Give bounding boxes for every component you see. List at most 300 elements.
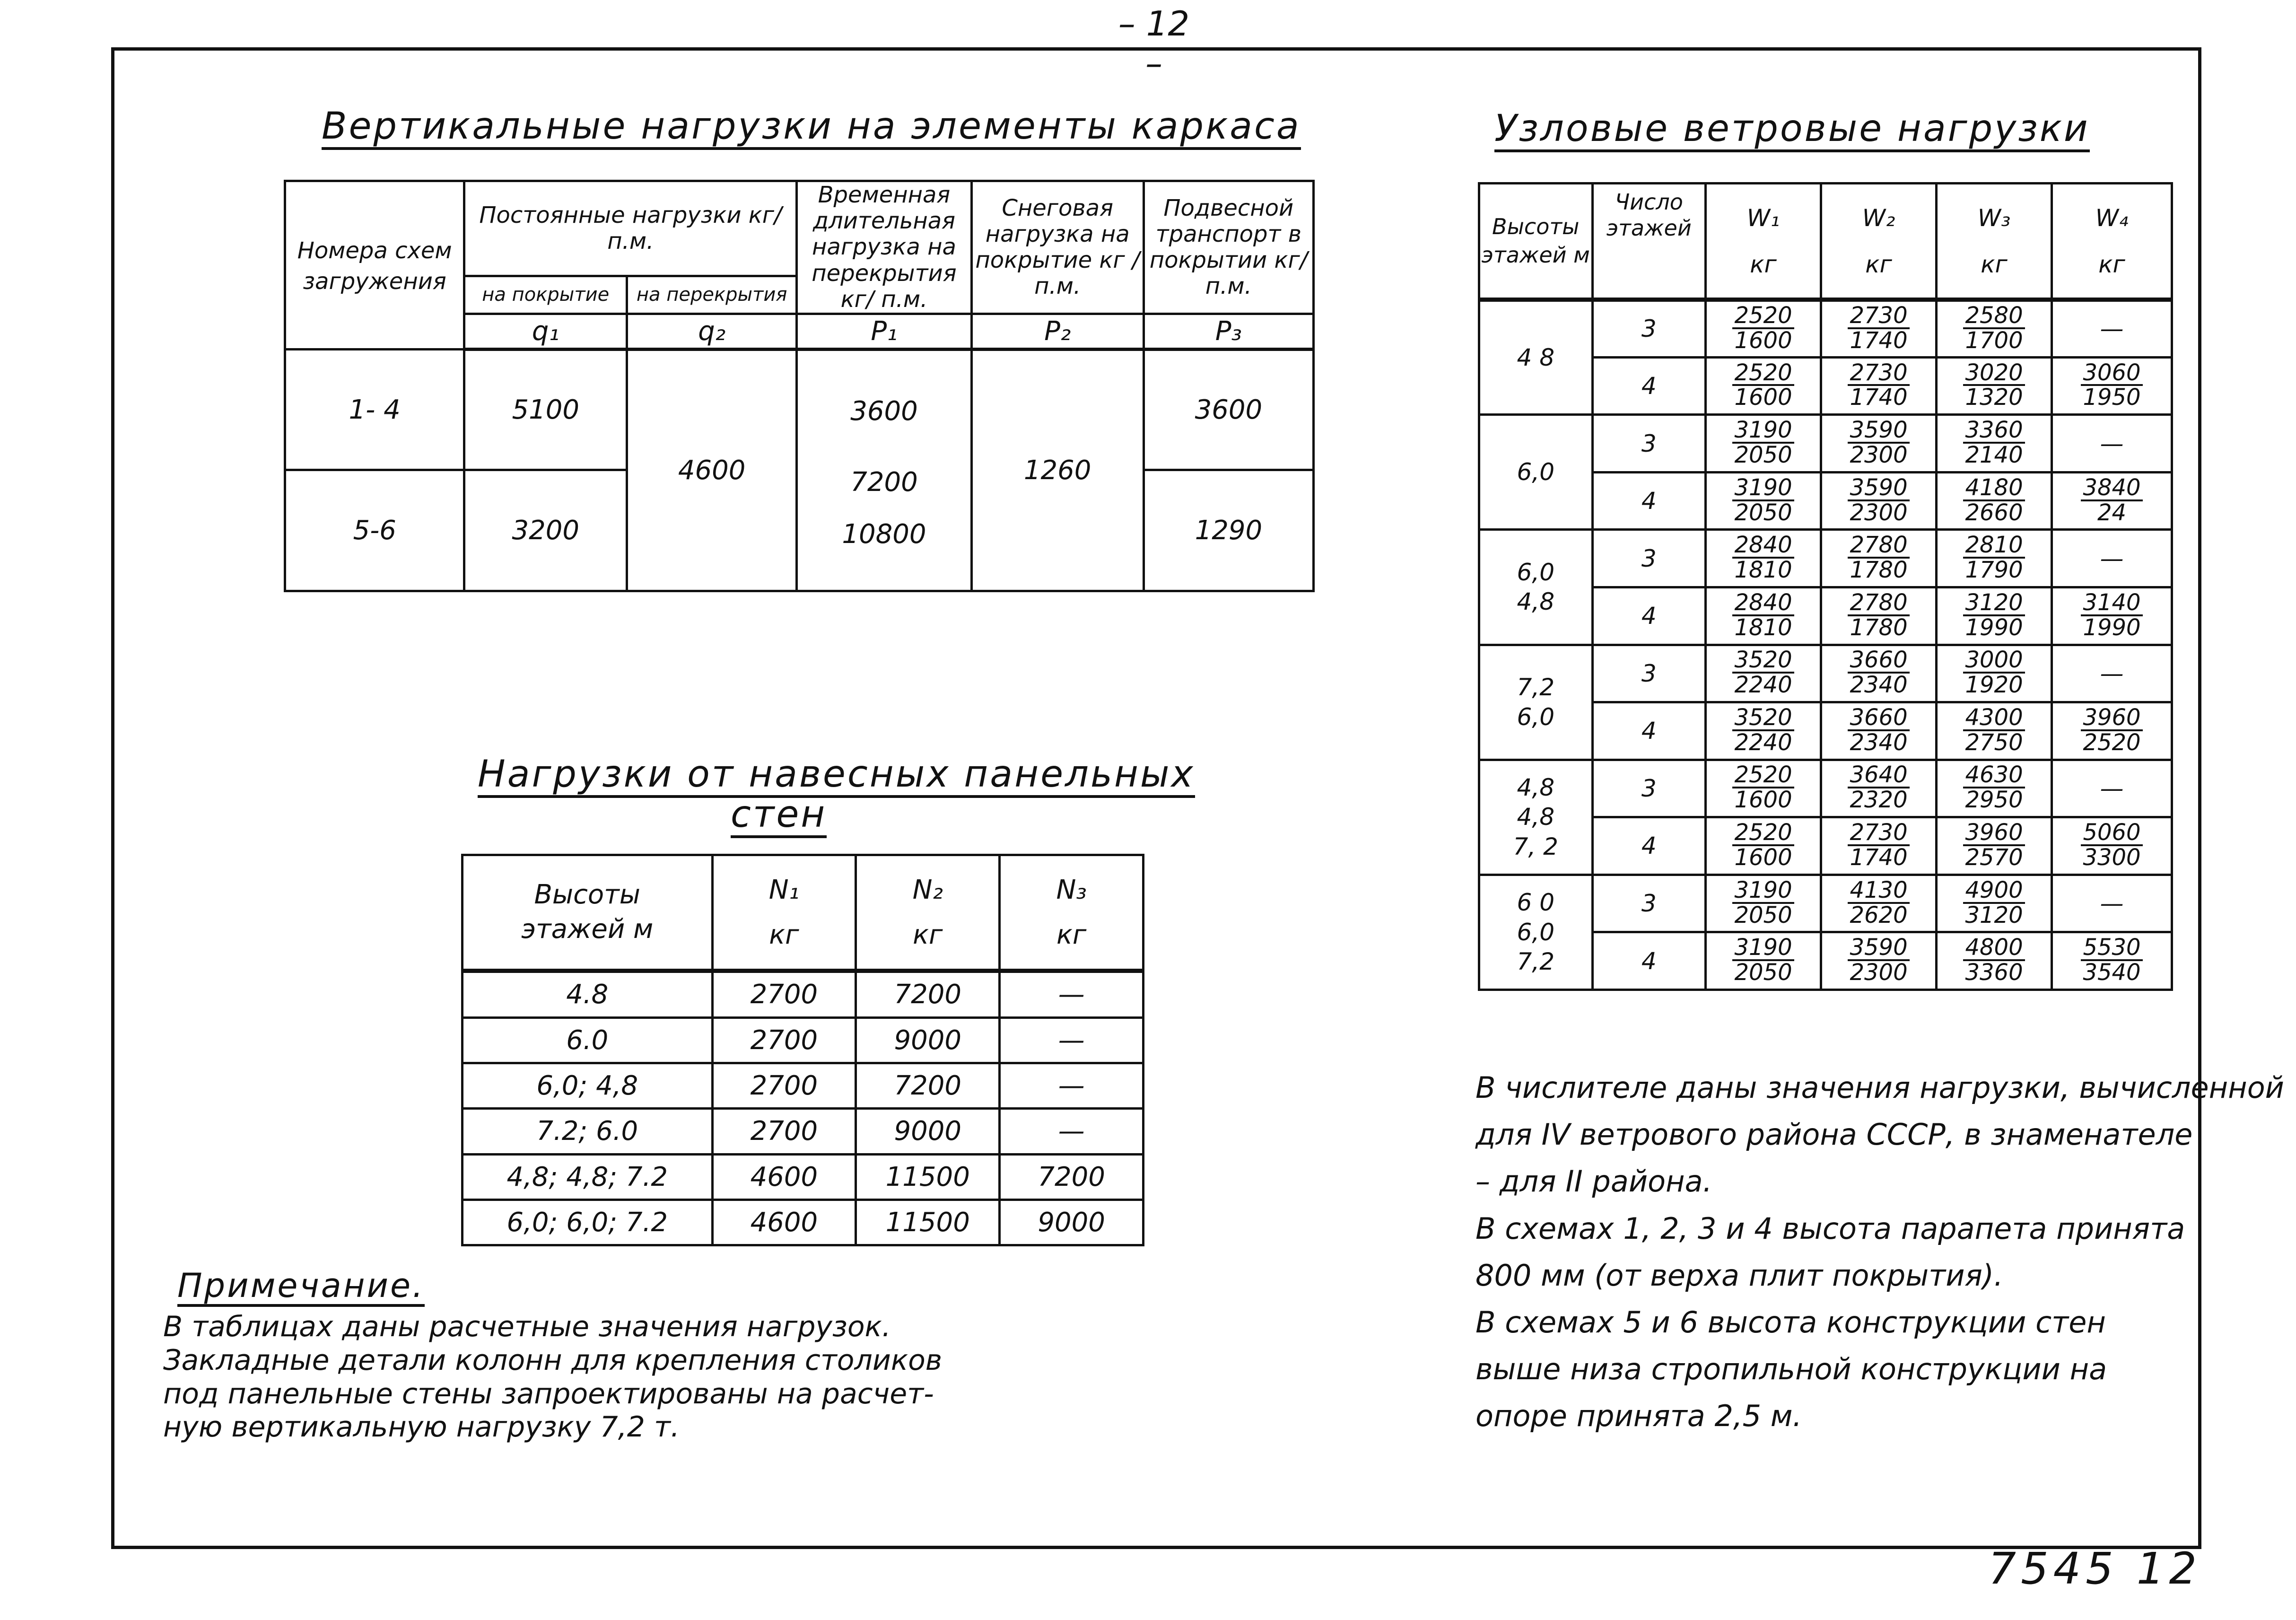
wind-height-value: 4,8	[1517, 803, 1555, 831]
header-scheme: Номера схем загружения	[285, 181, 464, 350]
fraction-value	[2081, 591, 2142, 639]
numerator: 3060	[2081, 361, 2142, 386]
wind-note-line: выше низа стропильной конструкции на	[1475, 1352, 2107, 1387]
wind-height-cell	[1479, 645, 1593, 760]
wind-height-value: 6,0	[1517, 558, 1555, 586]
wind-load-cell	[1821, 415, 1937, 473]
table-cell: 9000	[856, 1017, 1000, 1063]
floors-cell: 4	[1592, 817, 1706, 875]
denominator: 3360	[1965, 959, 2023, 986]
wind-load-cell	[1821, 300, 1937, 358]
denominator: 3540	[2083, 959, 2141, 986]
table-row	[463, 1109, 1144, 1154]
wind-note-line: опоре принята 2,5 м.	[1475, 1399, 1802, 1434]
header-n2: N₂ кг	[856, 855, 1000, 971]
fraction-value	[1963, 821, 2025, 869]
fraction-value	[1963, 706, 2025, 754]
header-heights: Высоты этажей м	[463, 855, 713, 971]
numerator: 2780	[1848, 591, 1909, 616]
numerator: 2520	[1732, 361, 1794, 386]
denominator: 1600	[1734, 384, 1792, 411]
table-cell: 5-6	[285, 470, 464, 591]
vertical-loads-title: Вертикальные нагрузки на элементы каркаса	[322, 106, 1301, 150]
table-cell: 3200	[464, 470, 627, 591]
numerator: 2520	[1732, 763, 1794, 788]
panel-loads-title: Нагрузки от навесных панельных	[478, 754, 1195, 798]
header-snow-load: Снеговая нагрузка на покрытие кг / п.м.	[971, 181, 1144, 314]
header-n1: N₁ кг	[712, 855, 856, 971]
table-cell: 1290	[1144, 470, 1313, 591]
fraction-value	[1848, 706, 1909, 754]
table-cell: 4,8; 4,8; 7.2	[463, 1154, 713, 1200]
wind-load-cell	[1706, 702, 1821, 760]
floors-cell: 4	[1592, 932, 1706, 990]
table-cell: 4.8	[463, 971, 713, 1018]
table-cell: —	[1000, 971, 1144, 1018]
fraction-value	[1963, 763, 2025, 812]
wind-load-cell	[2052, 530, 2172, 587]
wind-height-cell	[1479, 415, 1593, 530]
table-cell: 4600	[627, 349, 797, 591]
fraction-value	[1963, 591, 2025, 639]
note-line: В таблицах даны расчетные значения нагрузок.	[163, 1310, 891, 1343]
table-row	[1479, 300, 2172, 358]
fraction-value	[1732, 476, 1794, 525]
numerator: 5530	[2081, 936, 2142, 961]
table-cell: 2700	[712, 1017, 856, 1063]
table-cell: 11500	[856, 1154, 1000, 1200]
numerator: 2580	[1963, 304, 2025, 329]
numerator: 3190	[1732, 936, 1794, 961]
numerator: 3190	[1732, 476, 1794, 501]
wind-height-value: 6 0	[1517, 889, 1555, 917]
denominator: 1740	[1850, 327, 1908, 354]
numerator: 2520	[1732, 304, 1794, 329]
denominator: 2300	[1850, 442, 1908, 469]
table-row	[463, 1200, 1144, 1245]
denominator: 2300	[1850, 499, 1908, 526]
table-cell: 3600	[1144, 349, 1313, 470]
wind-note-line: – для II района.	[1475, 1164, 1712, 1199]
wind-load-cell	[1706, 932, 1821, 990]
numerator: 5060	[2081, 821, 2142, 846]
wind-load-cell	[2052, 645, 2172, 702]
header-transport-load: Подвесной транспорт в покрытии кг/п.м.	[1144, 181, 1313, 314]
fraction-value	[2081, 706, 2142, 754]
symbol-p1: P₁	[797, 314, 971, 349]
denominator: 1700	[1965, 327, 2023, 354]
denominator: 2050	[1734, 959, 1792, 986]
wind-load-cell	[1706, 875, 1821, 932]
wind-load-cell	[1937, 760, 2052, 817]
table-cell: 7200	[856, 971, 1000, 1018]
denominator: 2240	[1734, 729, 1792, 756]
wind-load-cell	[1706, 530, 1821, 587]
symbol-p2: P₂	[971, 314, 1144, 349]
numerator: 2840	[1732, 591, 1794, 616]
table-cell: 7200	[856, 1063, 1000, 1109]
note-line: Закладные детали колонн для крепления столиков	[163, 1343, 943, 1377]
wind-height-value: 6,0	[1517, 458, 1555, 486]
wind-load-cell	[1821, 702, 1937, 760]
wind-load-cell	[1821, 817, 1937, 875]
wind-load-cell	[2052, 702, 2172, 760]
wind-load-cell	[2052, 357, 2172, 415]
wind-height-cell	[1479, 530, 1593, 645]
wind-load-cell	[1706, 645, 1821, 702]
floors-cell: 3	[1592, 760, 1706, 817]
table-cell: 7.2; 6.0	[463, 1109, 713, 1154]
page-number: – 12 –	[1118, 4, 1190, 83]
wind-load-cell	[1937, 587, 2052, 645]
denominator: 2050	[1734, 442, 1792, 469]
denominator: 2570	[1965, 844, 2023, 871]
wind-load-cell	[1821, 875, 1937, 932]
wind-load-cell	[1821, 932, 1937, 990]
numerator: 3190	[1732, 879, 1794, 904]
denominator: 1990	[2083, 614, 2141, 641]
table-cell: —	[1000, 1017, 1144, 1063]
table-cell: 6,0; 6,0; 7.2	[463, 1200, 713, 1245]
fraction-value	[1732, 936, 1794, 984]
symbol-q1: q₁	[464, 314, 627, 349]
header-on-roof: на покрытие	[464, 276, 627, 314]
wind-height-value: 4,8	[1517, 588, 1555, 616]
floors-cell: 4	[1592, 357, 1706, 415]
wind-height-cell	[1479, 875, 1593, 990]
wind-load-cell	[1706, 760, 1821, 817]
denominator: 1600	[1734, 787, 1792, 814]
denominator: 1780	[1850, 557, 1908, 584]
fraction-value	[1848, 534, 1909, 582]
wind-load-cell	[1706, 817, 1821, 875]
table-row	[463, 971, 1144, 1018]
header-w4: W₄ кг	[2052, 184, 2172, 300]
denominator: 1810	[1734, 557, 1792, 584]
denominator: 24	[2097, 499, 2127, 526]
numerator: 3590	[1848, 936, 1909, 961]
numerator: 3000	[1963, 648, 2025, 674]
numerator: 4800	[1963, 936, 2025, 961]
fraction-value	[1732, 419, 1794, 467]
wind-load-cell	[1706, 587, 1821, 645]
fraction-value	[1848, 304, 1909, 352]
table-cell: 2700	[712, 1063, 856, 1109]
note-line: под панельные стены запроектированы на расчет-	[163, 1377, 934, 1410]
numerator: 4630	[1963, 763, 2025, 788]
wind-load-cell	[1706, 415, 1821, 473]
table-row	[1479, 875, 2172, 932]
table-cell: 6.0	[463, 1017, 713, 1063]
fraction-value	[1963, 936, 2025, 984]
denominator: 2320	[1850, 787, 1908, 814]
wind-load-cell	[1821, 645, 1937, 702]
floors-cell: 4	[1592, 472, 1706, 530]
symbol-p3: P₃	[1144, 314, 1313, 349]
numerator: 2730	[1848, 821, 1909, 846]
table-row	[1479, 415, 2172, 473]
drawing-stamp: 7545 12	[1988, 1543, 2201, 1594]
table-row	[463, 1063, 1144, 1109]
numerator: 4300	[1963, 706, 2025, 731]
denominator: 2520	[2083, 729, 2141, 756]
dash-value: —	[2100, 429, 2124, 457]
numerator: 4180	[1963, 476, 2025, 501]
denominator: 2620	[1850, 902, 1908, 928]
wind-height-value: 7,2	[1517, 674, 1555, 701]
fraction-value	[1963, 361, 2025, 410]
wind-height-value: 6,0	[1517, 703, 1555, 731]
fraction-value	[1963, 876, 2025, 928]
wind-load-cell	[2052, 472, 2172, 530]
wind-load-cell	[2052, 415, 2172, 473]
numerator: 3520	[1732, 706, 1794, 731]
header-temporary-load: Временная длительная нагрузка на перекрытия кг/ п.м.	[797, 181, 971, 314]
panel-loads-table	[461, 854, 1144, 1246]
numerator: 3840	[2081, 476, 2142, 501]
denominator: 1920	[1965, 672, 2023, 699]
wind-load-cell	[1937, 415, 2052, 473]
header-w2: W₂ кг	[1821, 184, 1937, 300]
table-row	[463, 1017, 1144, 1063]
fraction-value	[1732, 304, 1794, 352]
wind-load-cell	[1937, 530, 2052, 587]
fraction-value	[2081, 476, 2142, 525]
wind-note-line: В схемах 1, 2, 3 и 4 высота парапета принята	[1475, 1211, 2185, 1246]
wind-height-cell	[1479, 300, 1593, 415]
denominator: 1810	[1734, 614, 1792, 641]
wind-note-line: 800 мм (от верха плит покрытия).	[1475, 1258, 2003, 1293]
table-cell: 6,0; 4,8	[463, 1063, 713, 1109]
denominator: 2340	[1850, 672, 1908, 699]
fraction-value	[1732, 763, 1794, 812]
wind-load-cell	[1821, 472, 1937, 530]
dash-value: —	[2100, 659, 2124, 687]
wind-load-cell	[1937, 472, 2052, 530]
fraction-value	[2081, 361, 2142, 410]
numerator: 3190	[1732, 419, 1794, 444]
wind-load-cell	[2052, 817, 2172, 875]
table-cell: 1260	[971, 349, 1144, 591]
wind-load-cell	[2052, 300, 2172, 358]
numerator: 3660	[1848, 706, 1909, 731]
denominator: 2950	[1965, 787, 2023, 814]
dash-value: —	[2100, 890, 2124, 918]
header-constant-loads: Постоянные нагрузки кг/п.м.	[464, 181, 797, 276]
wind-load-cell	[2052, 587, 2172, 645]
fraction-value	[1732, 706, 1794, 754]
wind-load-cell	[1937, 702, 2052, 760]
fraction-value	[1848, 591, 1909, 639]
numerator: 2730	[1848, 304, 1909, 329]
denominator: 1600	[1734, 327, 1792, 354]
fraction-value	[1848, 763, 1909, 812]
fraction-value	[1732, 876, 1794, 928]
denominator: 3120	[1965, 902, 2023, 928]
table-cell: —	[1000, 1109, 1144, 1154]
fraction-value	[1963, 476, 2025, 525]
wind-height-value: 7,2	[1517, 948, 1555, 976]
numerator: 3590	[1848, 476, 1909, 501]
wind-load-cell	[1821, 357, 1937, 415]
dash-value: —	[2100, 774, 2124, 802]
denominator: 2300	[1850, 959, 1908, 986]
denominator: 2240	[1734, 672, 1792, 699]
denominator: 1990	[1965, 614, 2023, 641]
note-title: Примечание.	[177, 1268, 425, 1307]
table-cell: 9000	[856, 1109, 1000, 1154]
numerator: 4130	[1848, 879, 1909, 904]
table-cell: 5100	[464, 349, 627, 470]
numerator: 4900	[1963, 879, 2025, 904]
floors-cell: 3	[1592, 530, 1706, 587]
denominator: 2750	[1965, 729, 2023, 756]
table-cell: 9000	[1000, 1200, 1144, 1245]
symbol-q2: q₂	[627, 314, 797, 349]
fraction-value	[1732, 361, 1794, 410]
numerator: 3120	[1963, 591, 2025, 616]
numerator: 3140	[2081, 591, 2142, 616]
wind-height-value: 7, 2	[1513, 832, 1558, 860]
fraction-value	[1848, 936, 1909, 984]
denominator: 2050	[1734, 902, 1792, 928]
table-row	[1479, 645, 2172, 702]
denominator: 1600	[1734, 844, 1792, 871]
wind-loads-table	[1478, 182, 2173, 991]
floors-cell: 3	[1592, 645, 1706, 702]
vertical-loads-table	[284, 180, 1315, 592]
numerator: 3960	[1963, 821, 2025, 846]
header-n3: N₃ кг	[1000, 855, 1144, 971]
numerator: 3520	[1732, 648, 1794, 674]
table-cell: 2700	[712, 1109, 856, 1154]
wind-load-cell	[1937, 300, 2052, 358]
denominator: 2660	[1965, 499, 2023, 526]
table-cell: —	[1000, 1063, 1144, 1109]
header-on-floor: на перекрытия	[627, 276, 797, 314]
wind-note-line: В схемах 5 и 6 высота конструкции стен	[1475, 1305, 2106, 1340]
numerator: 3640	[1848, 763, 1909, 788]
fraction-value	[1848, 821, 1909, 869]
wind-load-cell	[2052, 875, 2172, 932]
table-row	[1479, 760, 2172, 817]
numerator: 3960	[2081, 706, 2142, 731]
note-text	[163, 1310, 942, 1444]
fraction-value	[1848, 876, 1909, 928]
wind-load-cell	[1821, 760, 1937, 817]
table-row	[1479, 530, 2172, 587]
floors-cell: 4	[1592, 587, 1706, 645]
denominator: 1950	[2083, 384, 2141, 411]
table-row	[463, 1154, 1144, 1200]
header-w3: W₃ кг	[1937, 184, 2052, 300]
wind-load-cell	[1937, 357, 2052, 415]
fraction-value	[1848, 476, 1909, 525]
numerator: 3590	[1848, 419, 1909, 444]
wind-load-cell	[1706, 357, 1821, 415]
table-cell: 11500	[856, 1200, 1000, 1245]
dash-value: —	[2100, 315, 2124, 343]
numerator: 2780	[1848, 534, 1909, 559]
wind-load-cell	[1706, 300, 1821, 358]
table-cell: 7200	[1000, 1154, 1144, 1200]
wind-load-cell	[1706, 472, 1821, 530]
fraction-value	[1732, 591, 1794, 639]
table-cell: 4600	[712, 1200, 856, 1245]
fraction-value	[1963, 419, 2025, 467]
fraction-value	[1732, 648, 1794, 697]
wind-height-cell	[1479, 760, 1593, 875]
wind-load-cell	[2052, 760, 2172, 817]
fraction-value	[2081, 821, 2142, 869]
fraction-value	[1732, 534, 1794, 582]
dash-value: —	[2100, 544, 2124, 572]
denominator: 1320	[1965, 384, 2023, 411]
floors-cell: 3	[1592, 415, 1706, 473]
fraction-value	[2081, 936, 2142, 984]
header-floors: Число этажей	[1592, 184, 1706, 300]
denominator: 1740	[1850, 844, 1908, 871]
denominator: 3300	[2083, 844, 2141, 871]
numerator: 2840	[1732, 534, 1794, 559]
fraction-value	[1848, 361, 1909, 410]
table-cell: 1- 4	[285, 349, 464, 470]
denominator: 2050	[1734, 499, 1792, 526]
wind-loads-title: Узловые ветровые нагрузки	[1494, 109, 2090, 152]
wind-load-cell	[1937, 817, 2052, 875]
wind-note-line: для IV ветрового района СССР, в знаменателе	[1475, 1117, 2193, 1152]
wind-load-cell	[1821, 530, 1937, 587]
wind-load-cell	[1937, 645, 2052, 702]
numerator: 2730	[1848, 361, 1909, 386]
fraction-value	[1963, 648, 2025, 697]
denominator: 2340	[1850, 729, 1908, 756]
wind-notes	[1475, 1064, 2284, 1440]
wind-load-cell	[1821, 587, 1937, 645]
fraction-value	[1848, 648, 1909, 697]
wind-height-value: 4,8	[1517, 773, 1555, 801]
numerator: 3360	[1963, 419, 2025, 444]
table-cell: 4600	[712, 1154, 856, 1200]
wind-height-value: 4 8	[1517, 343, 1555, 371]
floors-cell: 4	[1592, 702, 1706, 760]
wind-height-value: 6,0	[1517, 918, 1555, 946]
numerator: 2520	[1732, 821, 1794, 846]
header-heights: Высоты этажей м	[1479, 184, 1593, 300]
floors-cell: 3	[1592, 300, 1706, 358]
denominator: 1740	[1850, 384, 1908, 411]
fraction-value	[1848, 419, 1909, 467]
wind-load-cell	[2052, 932, 2172, 990]
fraction-value	[1963, 304, 2025, 352]
fraction-value	[1963, 534, 2025, 582]
wind-load-cell	[1937, 875, 2052, 932]
table-cell-p1: 3600 7200 10800	[797, 349, 971, 591]
numerator: 2810	[1963, 534, 2025, 559]
denominator: 1790	[1965, 557, 2023, 584]
wind-load-cell	[1937, 932, 2052, 990]
floors-cell: 3	[1592, 875, 1706, 932]
fraction-value	[1732, 821, 1794, 869]
numerator: 3020	[1963, 361, 2025, 386]
denominator: 2140	[1965, 442, 2023, 469]
denominator: 1780	[1850, 614, 1908, 641]
table-cell: 2700	[712, 971, 856, 1018]
panel-loads-title-line2: стен	[731, 795, 827, 838]
note-line: ную вертикальную нагрузку 7,2 т.	[163, 1410, 680, 1444]
wind-note-line: В числителе даны значения нагрузки, вычисленной	[1475, 1070, 2284, 1105]
header-w1: W₁ кг	[1706, 184, 1821, 300]
